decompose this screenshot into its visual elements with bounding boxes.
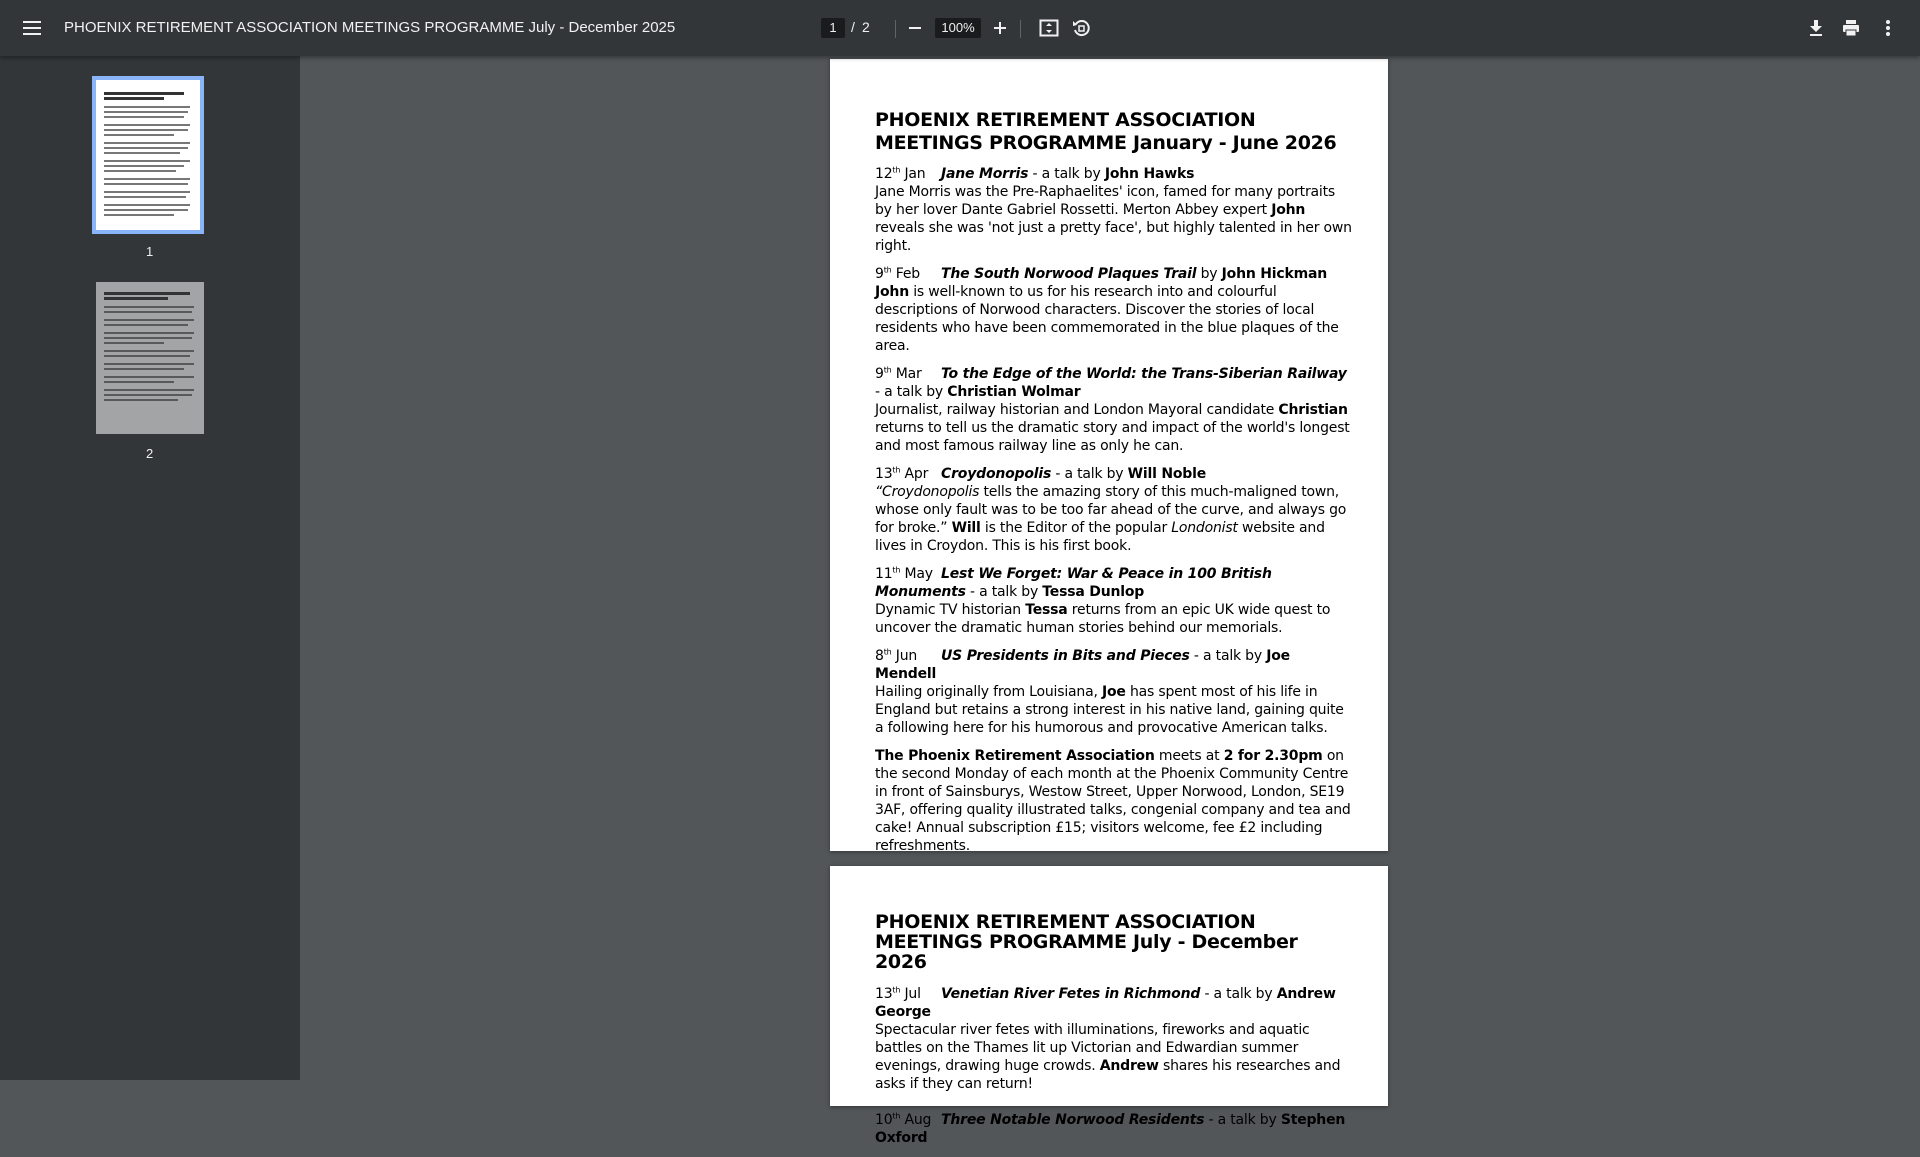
date-month: Jun <box>895 648 918 664</box>
document-title: PHOENIX RETIREMENT ASSOCIATION MEETINGS PROGRAMME July - December 2025 <box>64 19 676 36</box>
meeting-entry <box>875 985 1355 1093</box>
speaker-name: Tessa <box>1025 602 1068 618</box>
text-run: - a talk by <box>965 584 1043 600</box>
text-run: Dynamic TV historian <box>875 602 1026 618</box>
date-suffix: th <box>883 647 892 657</box>
meeting-date <box>875 647 941 665</box>
zoom-out-icon[interactable] <box>903 16 927 40</box>
fit-page-icon[interactable] <box>1037 16 1061 40</box>
speaker-name: Christian <box>1278 402 1348 418</box>
date-suffix: th <box>892 565 901 575</box>
meeting-entry <box>875 365 1355 455</box>
speaker-name: Joe <box>1101 684 1126 700</box>
meeting-heading <box>875 465 1355 483</box>
date-suffix: th <box>883 365 892 375</box>
text-run: Jane Morris was the Pre-Raphaelites' icon, famed for many portraits by her lover Dante Gabriel Rossetti. Merton Abbey expert <box>875 184 1335 218</box>
meeting-entry <box>875 265 1355 355</box>
toolbar-divider <box>895 20 896 38</box>
talk-title: To the Edge of the World: the Trans-Siberian Railway <box>941 366 1347 382</box>
meeting-description <box>875 601 1355 637</box>
meeting-heading <box>875 265 1355 283</box>
pdf-page-1 <box>830 59 1388 854</box>
meeting-description <box>875 1021 1355 1093</box>
speaker-name: Andrew George <box>875 986 1336 1020</box>
talk-title: US Presidents in Bits and Pieces <box>941 648 1190 664</box>
thumbnail-number: 2 <box>146 446 154 461</box>
text-run: Journalist, railway historian and London Mayoral candidate <box>875 402 1279 418</box>
meeting-date <box>875 1111 941 1129</box>
text-run: - a talk by <box>1051 466 1128 482</box>
speaker-name: John <box>875 284 909 300</box>
date-month: Mar <box>895 366 922 382</box>
meeting-heading <box>875 365 1355 401</box>
text-run: returns to tell us the dramatic story and impact of the world's longest and most famous railway line as only he can. <box>875 420 1350 454</box>
meeting-description <box>875 483 1355 555</box>
text-run: returns from an epic UK wide quest to uncover the dramatic human stories behind our memorials. <box>875 602 1331 636</box>
meeting-entry <box>875 465 1355 555</box>
talk-title: Venetian River Fetes in Richmond <box>941 986 1201 1002</box>
meeting-date <box>875 465 941 483</box>
rotate-icon[interactable] <box>1069 16 1093 40</box>
meeting-description <box>875 401 1355 455</box>
page-separator: / <box>851 19 855 35</box>
speaker-name: Christian Wolmar <box>947 384 1081 400</box>
date-month: Apr <box>904 466 929 482</box>
speaker-name: Will <box>951 520 981 536</box>
print-icon[interactable] <box>1839 16 1863 40</box>
meeting-heading <box>875 1111 1355 1147</box>
text-run: shares his researches and asks if they can return! <box>875 1058 1341 1092</box>
text-run: is the Editor of the popular <box>980 520 1172 536</box>
text-run: Hailing originally from Louisiana, <box>875 684 1102 700</box>
pdf-page-2 <box>830 866 1388 1146</box>
meeting-heading <box>875 165 1355 183</box>
meeting-date <box>875 365 941 383</box>
text-run: tells the amazing story of this much-maligned town, whose only fault was to be too far ahead of the curve, and always go for broke.” <box>875 484 1347 536</box>
meeting-list <box>875 165 1355 737</box>
speaker-name: Stephen Oxford <box>875 1112 1346 1146</box>
talk-title: The South Norwood Plaques Trail <box>941 266 1197 282</box>
text-run: - a talk by <box>1189 648 1267 664</box>
meeting-heading <box>875 565 1355 601</box>
meeting-description <box>875 283 1355 355</box>
date-day: 9 <box>875 266 884 282</box>
date-month: Aug <box>904 1112 932 1128</box>
page-thumbnail[interactable] <box>96 282 204 434</box>
meeting-date <box>875 985 941 1003</box>
talk-title: Croydonopolis <box>941 466 1052 482</box>
text-run: website and lives in Croydon. This is his first book. <box>875 520 1325 554</box>
text-run: on the second Monday of each month at the Phoenix Community Centre in front of Sainsburys, Westow Street, Upper Norwood, London, SE19 3AF, offering quality illustrated talks, congenial company and tea and cake! Annual subscription £15; visitors welcome, fee £2 including refreshments. <box>875 748 1351 854</box>
date-month: Jan <box>904 166 926 182</box>
zoom-in-icon[interactable] <box>988 16 1012 40</box>
speaker-name: Tessa Dunlop <box>1042 584 1145 600</box>
meeting-description <box>875 183 1355 255</box>
page-title: PHOENIX RETIREMENT ASSOCIATION MEETINGS PROGRAMME January - June 2026 <box>875 109 1337 154</box>
date-suffix: th <box>892 465 901 475</box>
date-month: May <box>904 566 933 582</box>
date-day: 13 <box>875 466 893 482</box>
date-day: 11 <box>875 566 893 582</box>
date-day: 10 <box>875 1112 893 1128</box>
page-title: PHOENIX RETIREMENT ASSOCIATION MEETINGS PROGRAMME July - December 2026 <box>875 911 1298 973</box>
date-day: 9 <box>875 366 884 382</box>
page-content <box>875 912 1355 1157</box>
download-icon[interactable] <box>1804 16 1828 40</box>
text-run: is well-known to us for his research into and colourful descriptions of Norwood characters. Discover the stories of local residents who have been commemorated in the blue plaques of the area. <box>875 284 1339 354</box>
text-run: has spent most of his life in England but retains a strong interest in his native land, gaining quite a following here for his humorous and provocative American talks. <box>875 684 1344 736</box>
meeting-list <box>875 985 1355 1147</box>
talk-title: Lest We Forget: War & Peace in 100 British Monuments <box>875 566 1272 600</box>
meeting-entry <box>875 647 1355 737</box>
meeting-date <box>875 165 941 183</box>
meeting-entry <box>875 165 1355 255</box>
date-month: Feb <box>895 266 920 282</box>
speaker-name: John Hawks <box>1104 166 1195 182</box>
text-run: - a talk by <box>1200 986 1277 1002</box>
text-run: reveals she was 'not just a pretty face', but highly talented in her own right. <box>875 220 1352 254</box>
speaker-name: John Hickman <box>1221 266 1328 282</box>
date-suffix: th <box>892 165 901 175</box>
meeting-date <box>875 265 941 283</box>
date-month: Jul <box>904 986 921 1002</box>
speaker-name: John <box>1271 202 1306 218</box>
date-day: 13 <box>875 986 893 1002</box>
page-number-input[interactable]: 1 <box>821 18 845 38</box>
date-suffix: th <box>892 985 901 995</box>
speaker-name: 2 for 2.30pm <box>1223 748 1323 764</box>
meeting-heading <box>875 985 1355 1021</box>
text-run: - a talk by <box>1028 166 1105 182</box>
date-day: 12 <box>875 166 893 182</box>
text-run: Londonist <box>1171 520 1238 536</box>
meeting-description <box>875 683 1355 737</box>
page-content <box>875 109 1355 865</box>
date-day: 8 <box>875 648 884 664</box>
association-info <box>875 747 1355 855</box>
meeting-heading <box>875 647 1355 683</box>
date-suffix: th <box>892 1111 901 1121</box>
page-thumbnail[interactable] <box>96 80 200 230</box>
talk-title: Jane Morris <box>941 166 1029 182</box>
speaker-name: The Phoenix Retirement Association <box>875 748 1155 764</box>
text-run: - a talk by <box>875 384 948 400</box>
more-icon[interactable] <box>1876 16 1900 40</box>
zoom-level-input[interactable]: 100% <box>935 18 981 38</box>
menu-icon[interactable] <box>20 16 44 40</box>
meeting-entry <box>875 565 1355 637</box>
toolbar-divider <box>1020 20 1021 38</box>
text-run: - a talk by <box>1204 1112 1281 1128</box>
meeting-date <box>875 565 941 583</box>
speaker-name: Joe Mendell <box>875 648 1290 682</box>
talk-title: Three Notable Norwood Residents <box>941 1112 1205 1128</box>
pdf-toolbar <box>0 0 1920 56</box>
text-run: Spectacular river fetes with illuminations, fireworks and aquatic battles on the Thames lit up Victorian and Edwardian summer evenings, drawing huge crowds. <box>875 1022 1310 1074</box>
speaker-name: Andrew <box>1099 1058 1159 1074</box>
thumbnail-number: 1 <box>146 244 154 259</box>
text-run: meets at <box>1154 748 1224 764</box>
text-run: by <box>1196 266 1222 282</box>
text-run: “Croydonopolis <box>875 484 980 500</box>
meeting-entry <box>875 1111 1355 1147</box>
speaker-name: Will Noble <box>1127 466 1207 482</box>
date-suffix: th <box>883 265 892 275</box>
total-pages: 2 <box>862 19 870 35</box>
